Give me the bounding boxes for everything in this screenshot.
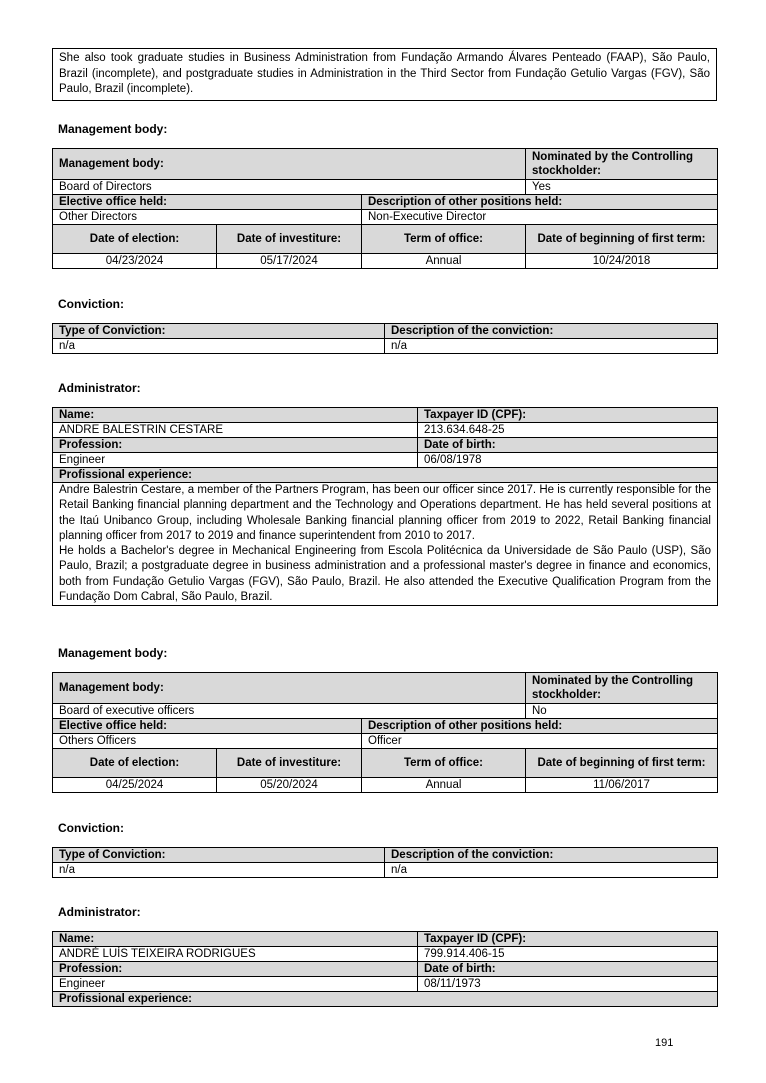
date-investiture-label: Date of investiture: [217, 225, 362, 254]
experience-paragraph-1: Andre Balestrin Cestare, a member of the Partners Program, has been our officer since 2017. He is currently responsible for the Retail Banking financial planning department and the Technology and Operations department. He has held several positions at the Itaú Unibanco Group, including Wholesale Banking financial planning officer from 2019 to 2022, Retail Banking financial planning officer from 2017 to 2019 and finance superintendent from 2010 to 2017. [59, 484, 711, 542]
other-positions-label: Description of other positions held: [362, 719, 718, 734]
desc-conviction-label: Description of the conviction: [385, 848, 718, 863]
experience-text [53, 483, 718, 606]
taxpayer-label: Taxpayer ID (CPF): [418, 932, 718, 947]
administrator-table-2 [52, 931, 717, 1007]
date-election-label: Date of election: [53, 225, 217, 254]
experience-label: Profissional experience: [53, 468, 718, 483]
date-investiture-label: Date of investiture: [217, 749, 362, 778]
administrator-heading: Administrator: [58, 381, 141, 395]
term-office-label: Term of office: [362, 225, 526, 254]
taxpayer-value: 213.634.648-25 [418, 423, 718, 438]
profession-label: Profession: [53, 962, 418, 977]
first-term-label: Date of beginning of first term: [526, 749, 718, 778]
birth-value: 08/11/1973 [418, 977, 718, 992]
taxpayer-value: 799.914.406-15 [418, 947, 718, 962]
name-value: ANDRÉ LUÍS TEIXEIRA RODRIGUES [53, 947, 418, 962]
name-value: ANDRE BALESTRIN CESTARE [53, 423, 418, 438]
desc-conviction-label: Description of the conviction: [385, 324, 718, 339]
management-body-heading: Management body: [58, 122, 168, 136]
desc-conviction-value: n/a [385, 339, 718, 354]
desc-conviction-value: n/a [385, 863, 718, 878]
conviction-heading: Conviction: [58, 297, 124, 311]
date-investiture-value: 05/20/2024 [217, 778, 362, 793]
management-body-heading: Management body: [58, 646, 168, 660]
profession-value: Engineer [53, 977, 418, 992]
term-office-value: Annual [362, 254, 526, 269]
term-office-value: Annual [362, 778, 526, 793]
type-conviction-value: n/a [53, 863, 385, 878]
date-election-label: Date of election: [53, 749, 217, 778]
nominated-value: Yes [526, 180, 718, 195]
birth-label: Date of birth: [418, 962, 718, 977]
administrator-table-1 [52, 407, 717, 606]
profession-value: Engineer [53, 453, 418, 468]
management-body-value: Board of executive officers [53, 704, 526, 719]
elective-office-value: Others Officers [53, 734, 362, 749]
experience-label: Profissional experience: [53, 992, 718, 1007]
conviction-heading: Conviction: [58, 821, 124, 835]
date-investiture-value: 05/17/2024 [217, 254, 362, 269]
name-label: Name: [53, 932, 418, 947]
conviction-table-2 [52, 847, 717, 878]
term-office-label: Term of office: [362, 749, 526, 778]
management-body-label: Management body: [53, 149, 526, 180]
type-conviction-value: n/a [53, 339, 385, 354]
nominated-value: No [526, 704, 718, 719]
birth-value: 06/08/1978 [418, 453, 718, 468]
first-term-value: 11/06/2017 [526, 778, 718, 793]
other-positions-label: Description of other positions held: [362, 195, 718, 210]
first-term-label: Date of beginning of first term: [526, 225, 718, 254]
date-election-value: 04/23/2024 [53, 254, 217, 269]
nominated-label: Nominated by the Controlling stockholder: [526, 149, 718, 180]
elective-office-value: Other Directors [53, 210, 362, 225]
other-positions-value: Officer [362, 734, 718, 749]
administrator-heading: Administrator: [58, 905, 141, 919]
management-body-label: Management body: [53, 673, 526, 704]
profession-label: Profession: [53, 438, 418, 453]
conviction-table-1 [52, 323, 717, 354]
experience-paragraph-2: He holds a Bachelor's degree in Mechanical Engineering from Escola Politécnica da Universidade de São Paulo (USP), São Paulo, Brazil; a postgraduate degree in business administration and a professional master's degree in finance and economics, both from Fundação Getulio Vargas (FGV), São Paulo, Brazil. He also attended the Executive Qualification Program from the Fundação Dom Cabral, São Paulo, Brazil. [59, 545, 711, 604]
page-number: 191 [655, 1037, 674, 1049]
birth-label: Date of birth: [418, 438, 718, 453]
type-conviction-label: Type of Conviction: [53, 324, 385, 339]
intro-paragraph: She also took graduate studies in Business Administration from Fundação Armando Álvares Penteado (FAAP), São Paulo, Brazil (incomplete), and postgraduate studies in Administration in the Third Sector from Fundação Getulio Vargas (FGV), São Paulo, Brazil (incomplete). [52, 48, 717, 101]
elective-office-label: Elective office held: [53, 195, 362, 210]
date-election-value: 04/25/2024 [53, 778, 217, 793]
other-positions-value: Non-Executive Director [362, 210, 718, 225]
type-conviction-label: Type of Conviction: [53, 848, 385, 863]
first-term-value: 10/24/2018 [526, 254, 718, 269]
management-body-table-2 [52, 672, 717, 793]
taxpayer-label: Taxpayer ID (CPF): [418, 408, 718, 423]
management-body-table-1 [52, 148, 717, 269]
nominated-label: Nominated by the Controlling stockholder: [526, 673, 718, 704]
elective-office-label: Elective office held: [53, 719, 362, 734]
management-body-value: Board of Directors [53, 180, 526, 195]
name-label: Name: [53, 408, 418, 423]
